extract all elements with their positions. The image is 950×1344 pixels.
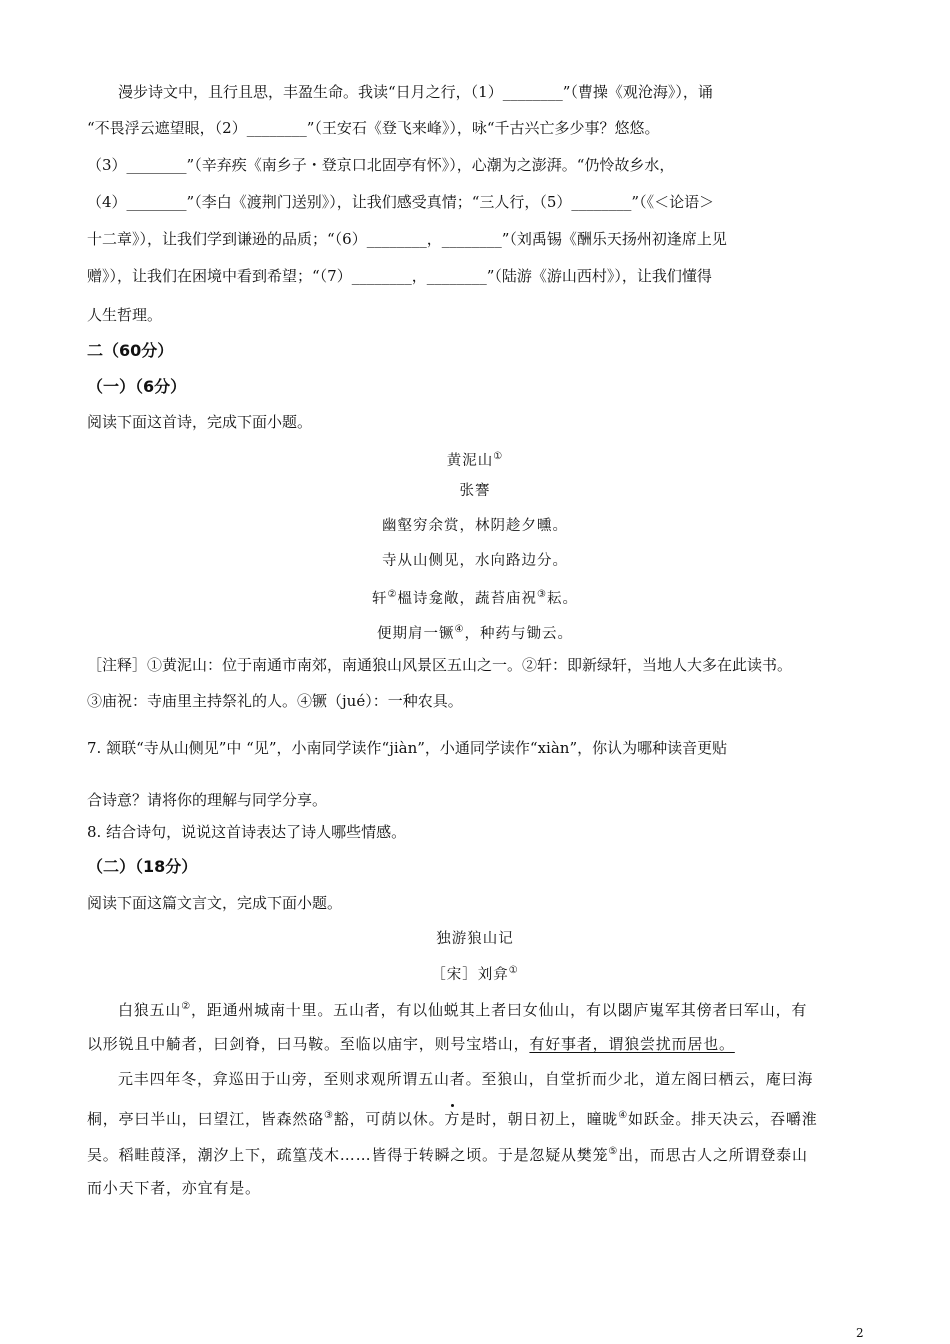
poem-notes-line-1: ［注释］①黄泥山：位于南通市南郊，南通狼山风景区五山之一。②轩：即新绿轩，当地人大多在此读书。 [87,656,793,674]
poem-line-3: 轩②榲诗龛敞，蔬苔庙祝③耘。 [372,589,578,607]
q7-line-1: 7. 颔联“寺从山侧见”中 “见”，小南同学读作“jiàn”，小通同学读作“xiàn”，你认为哪种读音更贴 [87,739,728,757]
q6-line-3: （3）________”（辛弃疾《南乡子・登京口北固亭有怀》），心潮为之澎湃。“仍怜故乡水， [87,156,675,174]
poem-notes-line-2: ③庙祝：寺庙里主持祭礼的人。④镢（jué）：一种农具。 [87,692,463,710]
part-2-title: （二）（18分） [87,857,198,876]
q6-line-6: 赠》），让我们在困境中看到希望；“（7）________，________”（陆游《游山西村》），让我们懂得 [87,267,712,285]
essay-p1-line-1: 白狼五山②，距通州城南十里。五山者，有以仙蜕其上者曰女仙山，有以閟庐嵬军其傍者曰军山，有 [118,1001,808,1019]
page-number: 2 [856,1326,864,1340]
q6-line-1: 漫步诗文中，且行且思，丰盈生命。我读“日月之行，（1）________”（曹操《观沧海》），诵 [118,83,713,101]
q6-line-4: （4）________”（李白《渡荆门送别》），让我们感受真情；“三人行，（5）________”（《＜论语＞ [87,193,715,211]
essay-title: 独游狼山记 [436,931,514,947]
part-1-intro: 阅读下面这首诗，完成下面小题。 [87,413,313,431]
section-2-title: 二（60分） [87,341,174,360]
underlined-sentence: 有好事者，谓狼尝扰而居也。 [529,1035,735,1053]
poem-title: 黄泥山① [446,451,504,469]
part-1-title: （一）（6分） [87,377,187,396]
essay-p2-line-4: 而小天下者，亦宜有是。 [87,1179,261,1197]
essay-p2-line-3: 吴。稻畦葭泽，潮汐上下，疏篁茂木……皆得于转瞬之顷。于是忽疑从樊笼⑤出，而思古人之所谓登泰山 [87,1146,808,1164]
essay-p2-line-1: 元丰四年冬，弇巡田于山旁，至则求观所谓五山者。至狼山，自堂折而少北，道左阁曰栖云，庵曰海 [118,1070,814,1088]
poem-line-1: 幽壑穷余赏，林阴趁夕曛。 [382,518,568,534]
essay-p1-line-2: 以形锐且中觭者，曰剑脊，曰马鞍。至临以庙宇，则号宝塔山，有好事者，谓狼尝扰而居也。 [87,1035,735,1053]
poem-line-4: 便期肩一镢④，种药与锄云。 [377,624,573,642]
essay-p2-line-2: 桐，亭曰半山，曰望江，皆森然硌③豁，可荫以休。方是时，朝日初上，曈昽④如跃金。排天决云，吞嚼淮 [87,1110,818,1128]
poem-author: 张謇 [459,483,491,499]
poem-line-2: 寺从山侧见，水向路边分。 [382,553,568,569]
q6-line-2: “不畏浮云遮望眼，（2）________”（王安石《登飞来峰》），咏“千古兴亡多少事？悠悠。 [87,119,660,137]
q6-line-7: 人生哲理。 [87,306,163,324]
part-2-intro: 阅读下面这篇文言文，完成下面小题。 [87,894,343,912]
q8: 8. 结合诗句，说说这首诗表达了诗人哪些情感。 [87,823,407,841]
q7-line-2: 合诗意？请将你的理解与同学分享。 [87,791,328,809]
q6-line-5: 十二章》），让我们学到谦逊的品质；“（6）________，________”（刘禹锡《酬乐天扬州初逢席上见 [87,230,727,248]
essay-author: ［宋］刘弇① [431,965,519,983]
emphasis-dot-char: 方 [444,1110,461,1128]
